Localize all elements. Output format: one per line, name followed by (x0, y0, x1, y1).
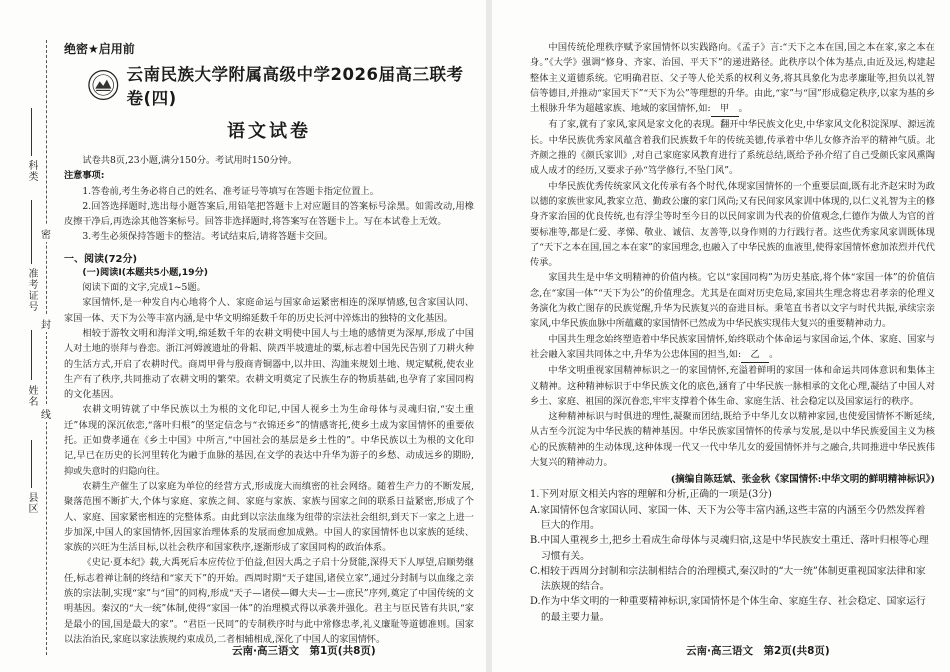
option-a: A.家国情怀包含家国认同、家国一体、天下为公等丰富内涵,这些丰富的内涵至今仍然发挥着巨大的作用。 (530, 504, 926, 531)
school-logo-icon (88, 68, 119, 102)
exam-no-blank (31, 200, 32, 264)
notice-item: 2.回答选择题时,选出每小题答案后,用铅笔把答题卡上对应题目的答案标号涂黑。如需改动,用橡皮擦干净后,再选涂其他答案标号。回答非选择题时,将答案写在答题卡上。写在本试卷上无效。 (64, 200, 474, 228)
passage-paragraph: 中国传统伦理秩序赋予家国情怀以实践路向。《孟子》言:“天下之本在国,国之本在家,家之本在身。”《大学》强调“修身、齐家、治国、平天下”的递进路径。此秩序以个体为基点,由近及远,构建起整体主义道德系统。它明确君臣、父子等人伦关系的权利义务,将其具象化为忠孝廉耻等,担负以礼智信等德目,并推动“家国天下”“天下为公”等理想的升华。由此,“家”与“国”形成稳定秩序,以家为基的乡土根脉升华为超越家族、地域的家国情怀,如: 甲 。 (530, 40, 935, 117)
passage-paragraph: 中华民族优秀传统家风文化传承有各个时代,体现家国情怀的一个重要层面,既有北齐赵宋时为政以德的家族世家风,教家立范、勤政公廉的家门风尚;又有民间家风家训中体现的,以仁义礼智为主的修身齐家治国的优良传统,也有浮尘等时至今日的以民间家训为代表的价值观念,仁德作为做人为官的首要标准等,都是仁爱、孝悌、敬业、诚信、友善等,以身作则的力行践行者。这些优秀家风家训既体现了“天下之本在国,国之本在家”的家国理念,也融入了中华民族的血液里,使得家国情怀愈加浓烈并代代传承。 (530, 180, 935, 269)
subject-label: 科类 (26, 160, 37, 182)
exam-no-label: 准考证号 (26, 268, 37, 312)
title-row (64, 61, 474, 109)
blank-jia: 甲 (711, 101, 739, 117)
exam-meta: 试卷共8页,23小题,满分150分。考试用时150分钟。 (82, 155, 298, 166)
option-c: C.相较于西周分封制和宗法制相结合的治理模式,秦汉时的“大一统”体制更重视国家法律和家法族规的结合。 (530, 565, 926, 593)
section-heading: 一、阅读(72分) (64, 253, 138, 265)
subsection-heading: (一)阅读Ⅰ(本题共5小题,19分) (82, 266, 208, 278)
seal-char-feng: 封 (41, 315, 51, 332)
school-title: 云南民族大学附属高级中学2026届高三联考卷(四) (126, 65, 464, 108)
option-b: B.中国人重视乡土,把乡土看成生命母体与灵魂归宿,这是中华民族安土重迁、落叶归根等心理习惯有关。 (530, 535, 929, 562)
passage-paragraph: 有了家,就有了家风,家风是家文化的表现。翻开中华民族文化史,中华家风文化积淀深厚、源远流长。中华民族优秀家风蕴含着我们民族数千年的传统美德,传承着中华儿女修齐治平的精神气质。北齐颜之推的《颜氏家训》,对自己家庭家风教育进行了系统总结,既给予孙介绍了自己受颜氏家风熏陶成人成才的经历,又要求子孙“笃学修行,不坠门风”。 (530, 119, 935, 177)
passage-paragraph: 这种精神标识与时俱进的理性,凝聚而团结,既给予中华儿女以精神家园,也使爱国情怀不断延续,从古至今沉淀为中华民族的精神基因。中华民族家国情怀的传承与发展,是以中华民族爱国主义为核心的民族精神的生动体现,这种体现一代又一代中华儿女的爱国情怀并与之融合,共同推进中华民族伟大复兴的精神动力。 (530, 411, 935, 469)
county-label: 县区 (26, 492, 37, 514)
seal-char-xian: 线 (41, 405, 51, 422)
passage-paragraph: 家国情怀,是一种发自内心地将个人、家庭命运与国家命运紧密相连的深厚情感,包含家国认同、家国一体、天下为公等丰富内涵,是中华文明绵延数千年的历史长河中淬炼出的独特的文化基因。 (64, 297, 474, 324)
passage-paragraph: 中国共生理念始终塑造着中华民族家国情怀,始终联动个体命运与家国命运,个体、家庭、国家与社会融入家国共同体之中,升华为公忠体国的担当,如: 乙 。 (530, 332, 935, 364)
seal-char-mi: 密 (41, 225, 51, 242)
passage-paragraph: 相较于游牧文明和海洋文明,绵延数千年的农耕文明使中国人与土地的感情更为深厚,形成了中国人对土地的崇拜与眷恋。浙江河姆渡遗址的骨耜、陕西半坡遗址的粟,标志着中国先民告别了刀耕火种的生活方式,开启了农耕时代。商周甲骨与殷商青铜器中,以井田、沟洫来规划土地、规定赋税,使农业生产有了秩序,共同推动了农耕文明的繁荣。农耕文明奠定了民族生存的物质基础,也孕育了家国同构的文化基因。 (64, 327, 474, 401)
option-d: D.作为中华文明的一种重要精神标识,家国情怀是个体生命、家庭生存、社会稳定、国家运行的最主要力量。 (530, 596, 926, 623)
county-blank (31, 440, 32, 488)
passage-paragraph: 农耕文明铸就了中华民族以土为根的文化印记,中国人视乡土为生命母体与灵魂归宿,“安土重迁”体现的深沉依恋,“落叶归根”的坚定信念与“衣锦还乡”的情感寄托,使乡土成为家国情怀的重要依托。正如费孝通在《乡土中国》中所言,“中国社会的基层是乡土性的”。中华民族以土为根的文化印记,早已在历史的长河里转化为融于血脉的基因,在文学的表达中升华为游子的乡愁、动成远乡的期盼,抑或失意时的归隐向往。 (64, 404, 474, 477)
page-1-content (64, 40, 474, 647)
page-footer: 云南·高三语文 第1页(共8页) (232, 645, 376, 657)
reading-instruction: 阅读下面的文字,完成1~5题。 (82, 282, 206, 294)
passage-paragraph: 家国共生是中华文明精神的价值内核。它以“家国同构”为历史基底,将个体“家国一体”的价值信念,在“家国一体”“天下为公”的价值理念。尤其是在面对历史危局,家国共生理念将忠君孝亲的伦理义务演化为救亡图存的民族觉醒,升华为民族复兴的奋进目标。秉笔直书者以文字与时代共振,承续宗亲家风,中华民族血脉中所蕴藏的家国情怀已然成为中华民族实现伟大复兴的重要精神动力。 (530, 272, 935, 330)
notice-title: 注意事项: (64, 170, 105, 182)
passage-paragraph: 中华文明重视家国精神标识之一的家国情怀,充溢着鲜明的家国一体和命运共同体意识和集体主义精神。这种精神标识于中华民族文化的底色,涵育了中华民族一脉相承的文化心理,凝结了中国人对乡土、家庭、祖国的深沉眷恋,牢牢支撑着个体生命、家庭生活、社会稳定以及国家运行的秩序。 (530, 365, 935, 407)
page-2-content (530, 40, 935, 625)
exam-subject: 语文试卷 (227, 121, 311, 142)
subject-blank (31, 108, 32, 156)
name-blank (31, 330, 32, 380)
confidential-mark: 绝密★启用前 (64, 42, 135, 56)
seal-dashed-line (46, 40, 47, 655)
binding-margin (0, 0, 58, 672)
passage-source: (摘编自陈廷斌、张金秋《家国情怀:中华文明的鲜明精神标识》) (670, 474, 935, 486)
page-footer: 云南·高三语文 第2页(共8页) (686, 645, 830, 657)
name-label: 姓名 (26, 385, 37, 407)
question-1: 1.下列对原文相关内容的理解和分析,正确的一项是(3分) (530, 489, 772, 501)
notice-item: 1.答卷前,考生务必将自己的姓名、准考证号等填写在答题卡指定位置上。 (82, 185, 379, 197)
passage-paragraph: 农耕生产催生了以家庭为单位的经营方式,形成庞大而缜密的社会网络。随着生产力的不断发展,聚落范围不断扩大,个体与家庭、家族之间、家庭与家族、家族与国家之间的联系日益紧密,形成了个人、家庭、国家紧密相连的完整体系。由此到以宗法血缘为纽带的宗法社会组织,到天下一家之上进一步加深,中国人的家国情怀,因国家治理体系的发展而愈加成熟。中国人的家国情怀也以家族的延续、家族的兴旺为生活目标,以社会秩序和国家秩序,逐渐形成了家国同构的政治体系。 (64, 480, 474, 554)
blank-yi: 乙 (741, 347, 769, 363)
notice-item: 3.考生必须保持答题卡的整洁。考试结束后,请将答题卡交回。 (82, 231, 333, 243)
passage-paragraph: 《史记·夏本纪》载,大禹死后本应传位于伯益,但因大禹之子启十分贤能,深得天下人厚望,启顺势继任,标志着禅让制的终结和“家天下”的开始。西周时期“天子建国,诸侯立家”,通过分封制与以血缘之亲族的宗法制,实现“家”与“国”的同构,形成“天子—诸侯—卿大夫—士—庶民”序列,奠定了中国传统的文明基因。秦汉的“大一统”体制,使得“家国一体”的治理模式得以承袭并强化。君主与臣民皆有共识,“家是最小的国,国是最大的家”。“君臣一民同”的专制秩序时与此中常修忠孝,礼义廉耻等道德准则。国家以法治治民,家庭以家法族规约束成员,二者相辅相成,深化了中国人的家国情怀。 (64, 557, 474, 645)
